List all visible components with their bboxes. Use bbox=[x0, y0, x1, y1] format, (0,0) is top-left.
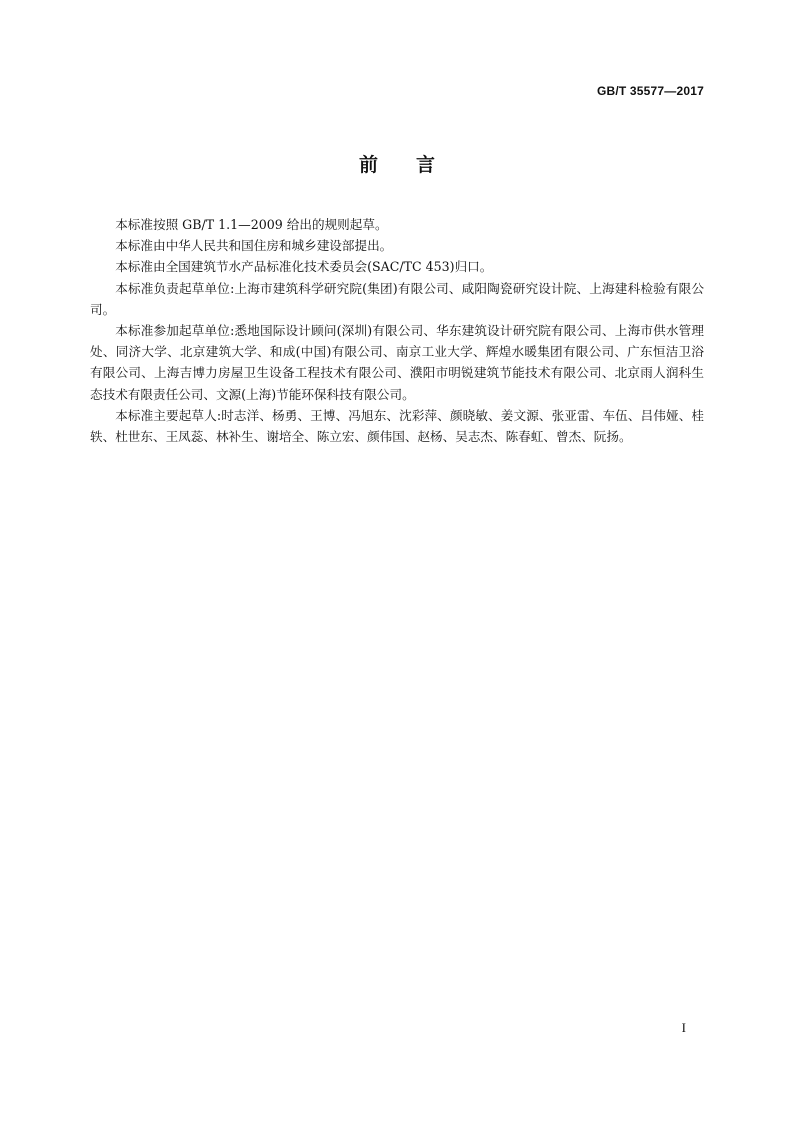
paragraph-drafting-rules: 本标准按照 GB/T 1.1—2009 给出的规则起草。 bbox=[115, 217, 388, 232]
foreword-body bbox=[90, 214, 704, 447]
paragraph-lead-drafters: 本标准负责起草单位:上海市建筑科学研究院(集团)有限公司、咸阳陶瓷研究设计院、上海建科检验有限公司。 bbox=[90, 280, 704, 317]
paragraph-participating-drafters: 本标准参加起草单位:悉地国际设计顾问(深圳)有限公司、华东建筑设计研究院有限公司、上海市供水管理处、同济大学、北京建筑大学、和成(中国)有限公司、南京工业大学、辉煌水暖集团有限公司、广东恒洁卫浴有限公司、上海吉博力房屋卫生设备工程技术有限公司、濮阳市明锐建筑节能技术有限公司、北京雨人润科生态技术有限责任公司、文源(上海)节能环保科技有限公司。 bbox=[90, 323, 704, 402]
standard-code: GB/T 35577—2017 bbox=[596, 84, 704, 98]
page-number: I bbox=[681, 1020, 686, 1035]
paragraph-main-drafters: 本标准主要起草人:时志洋、杨勇、王博、冯旭东、沈彩萍、颜晓敏、姜文源、张亚雷、车伍、吕伟娅、桂轶、杜世东、王凤蕊、林补生、谢培全、陈立宏、颜伟国、赵杨、吴志杰、陈春虹、曾杰、阮扬。 bbox=[90, 407, 704, 445]
paragraph-proposer: 本标准由中华人民共和国住房和城乡建设部提出。 bbox=[115, 238, 393, 254]
paragraph-committee: 本标准由全国建筑节水产品标准化技术委员会(SAC/TC 453)归口。 bbox=[115, 259, 493, 275]
page-title: 前言 bbox=[358, 154, 473, 176]
